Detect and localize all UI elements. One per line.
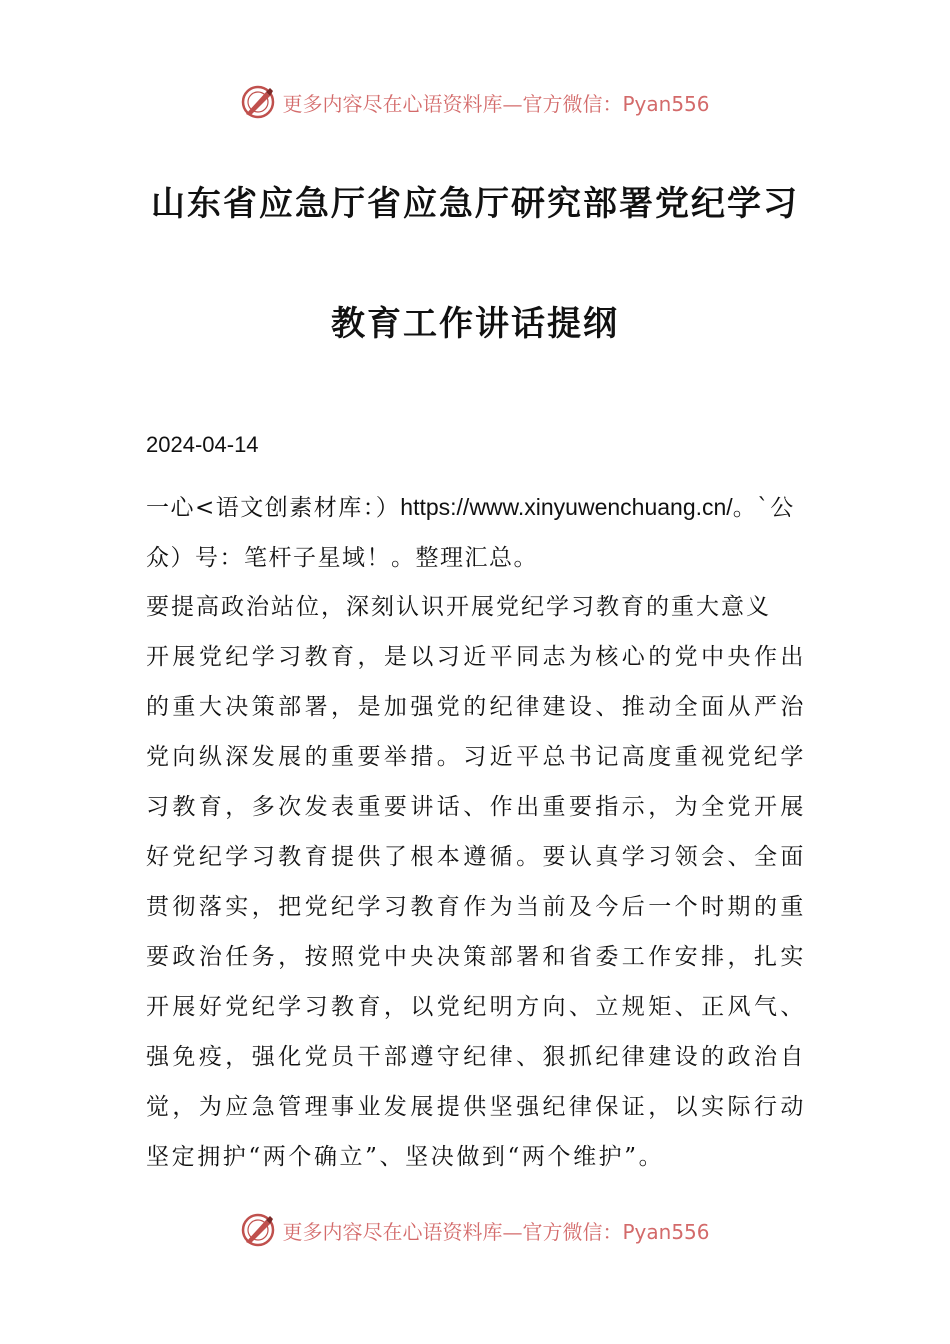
document-title-line-1: 山东省应急厅省应急厅研究部署党纪学习 — [151, 184, 799, 224]
banner-text — [282, 1216, 709, 1245]
source-prefix: 一心<语文创素材库：） — [146, 495, 401, 521]
source-note — [146, 482, 806, 583]
document-title-line-2: 教育工作讲话提纲 — [331, 304, 619, 344]
pen-seal-logo-icon — [240, 1212, 276, 1248]
banner-text-cn: 更多内容尽在心语资料库—官方微信： — [282, 1219, 623, 1244]
banner-wechat-id: Pyan556 — [622, 1219, 710, 1244]
banner-text — [282, 88, 709, 117]
section-heading: 要提高政治站位，深刻认识开展党纪学习教育的重大意义 — [146, 594, 771, 620]
pen-seal-logo-icon — [240, 84, 276, 120]
body-paragraph: 开展党纪学习教育，是以习近平同志为核心的党中央作出的重大决策部署，是加强党的纪律建设、推动全面从严治党向纵深发展的重要举措。习近平总书记高度重视党纪学习教育，多次发表重要讲话、作出重要指示，为全党开展好党纪学习教育提供了根本遵循。要认真学习领会、全面贯彻落实，把党纪学习教育作为当前及今后一个时期的重要政治任务，按照党中央决策部署和省委工作安排，扎实开展好党纪学习教育，以党纪明方向、立规矩、正风气、强免疫，强化党员干部遵守纪律、狠抓纪律建设的政治自觉，为应急管理事业发展提供坚强纪律保证，以实际行动坚定拥护“两个确立”、坚决做到“两个维护”。 — [146, 644, 806, 1170]
publish-date: 2024-04-14 — [146, 432, 259, 457]
banner-text-cn: 更多内容尽在心语资料库—官方微信： — [282, 91, 623, 116]
footer-banner — [0, 1210, 950, 1250]
source-suffix: 。`公众）号：笔杆子星域！。整理汇总。 — [146, 495, 795, 571]
banner-wechat-id: Pyan556 — [622, 91, 710, 116]
body-section — [146, 582, 806, 1182]
header-banner — [0, 82, 950, 122]
source-url-link[interactable]: https://www.xinyuwenchuang.cn/ — [400, 494, 733, 520]
